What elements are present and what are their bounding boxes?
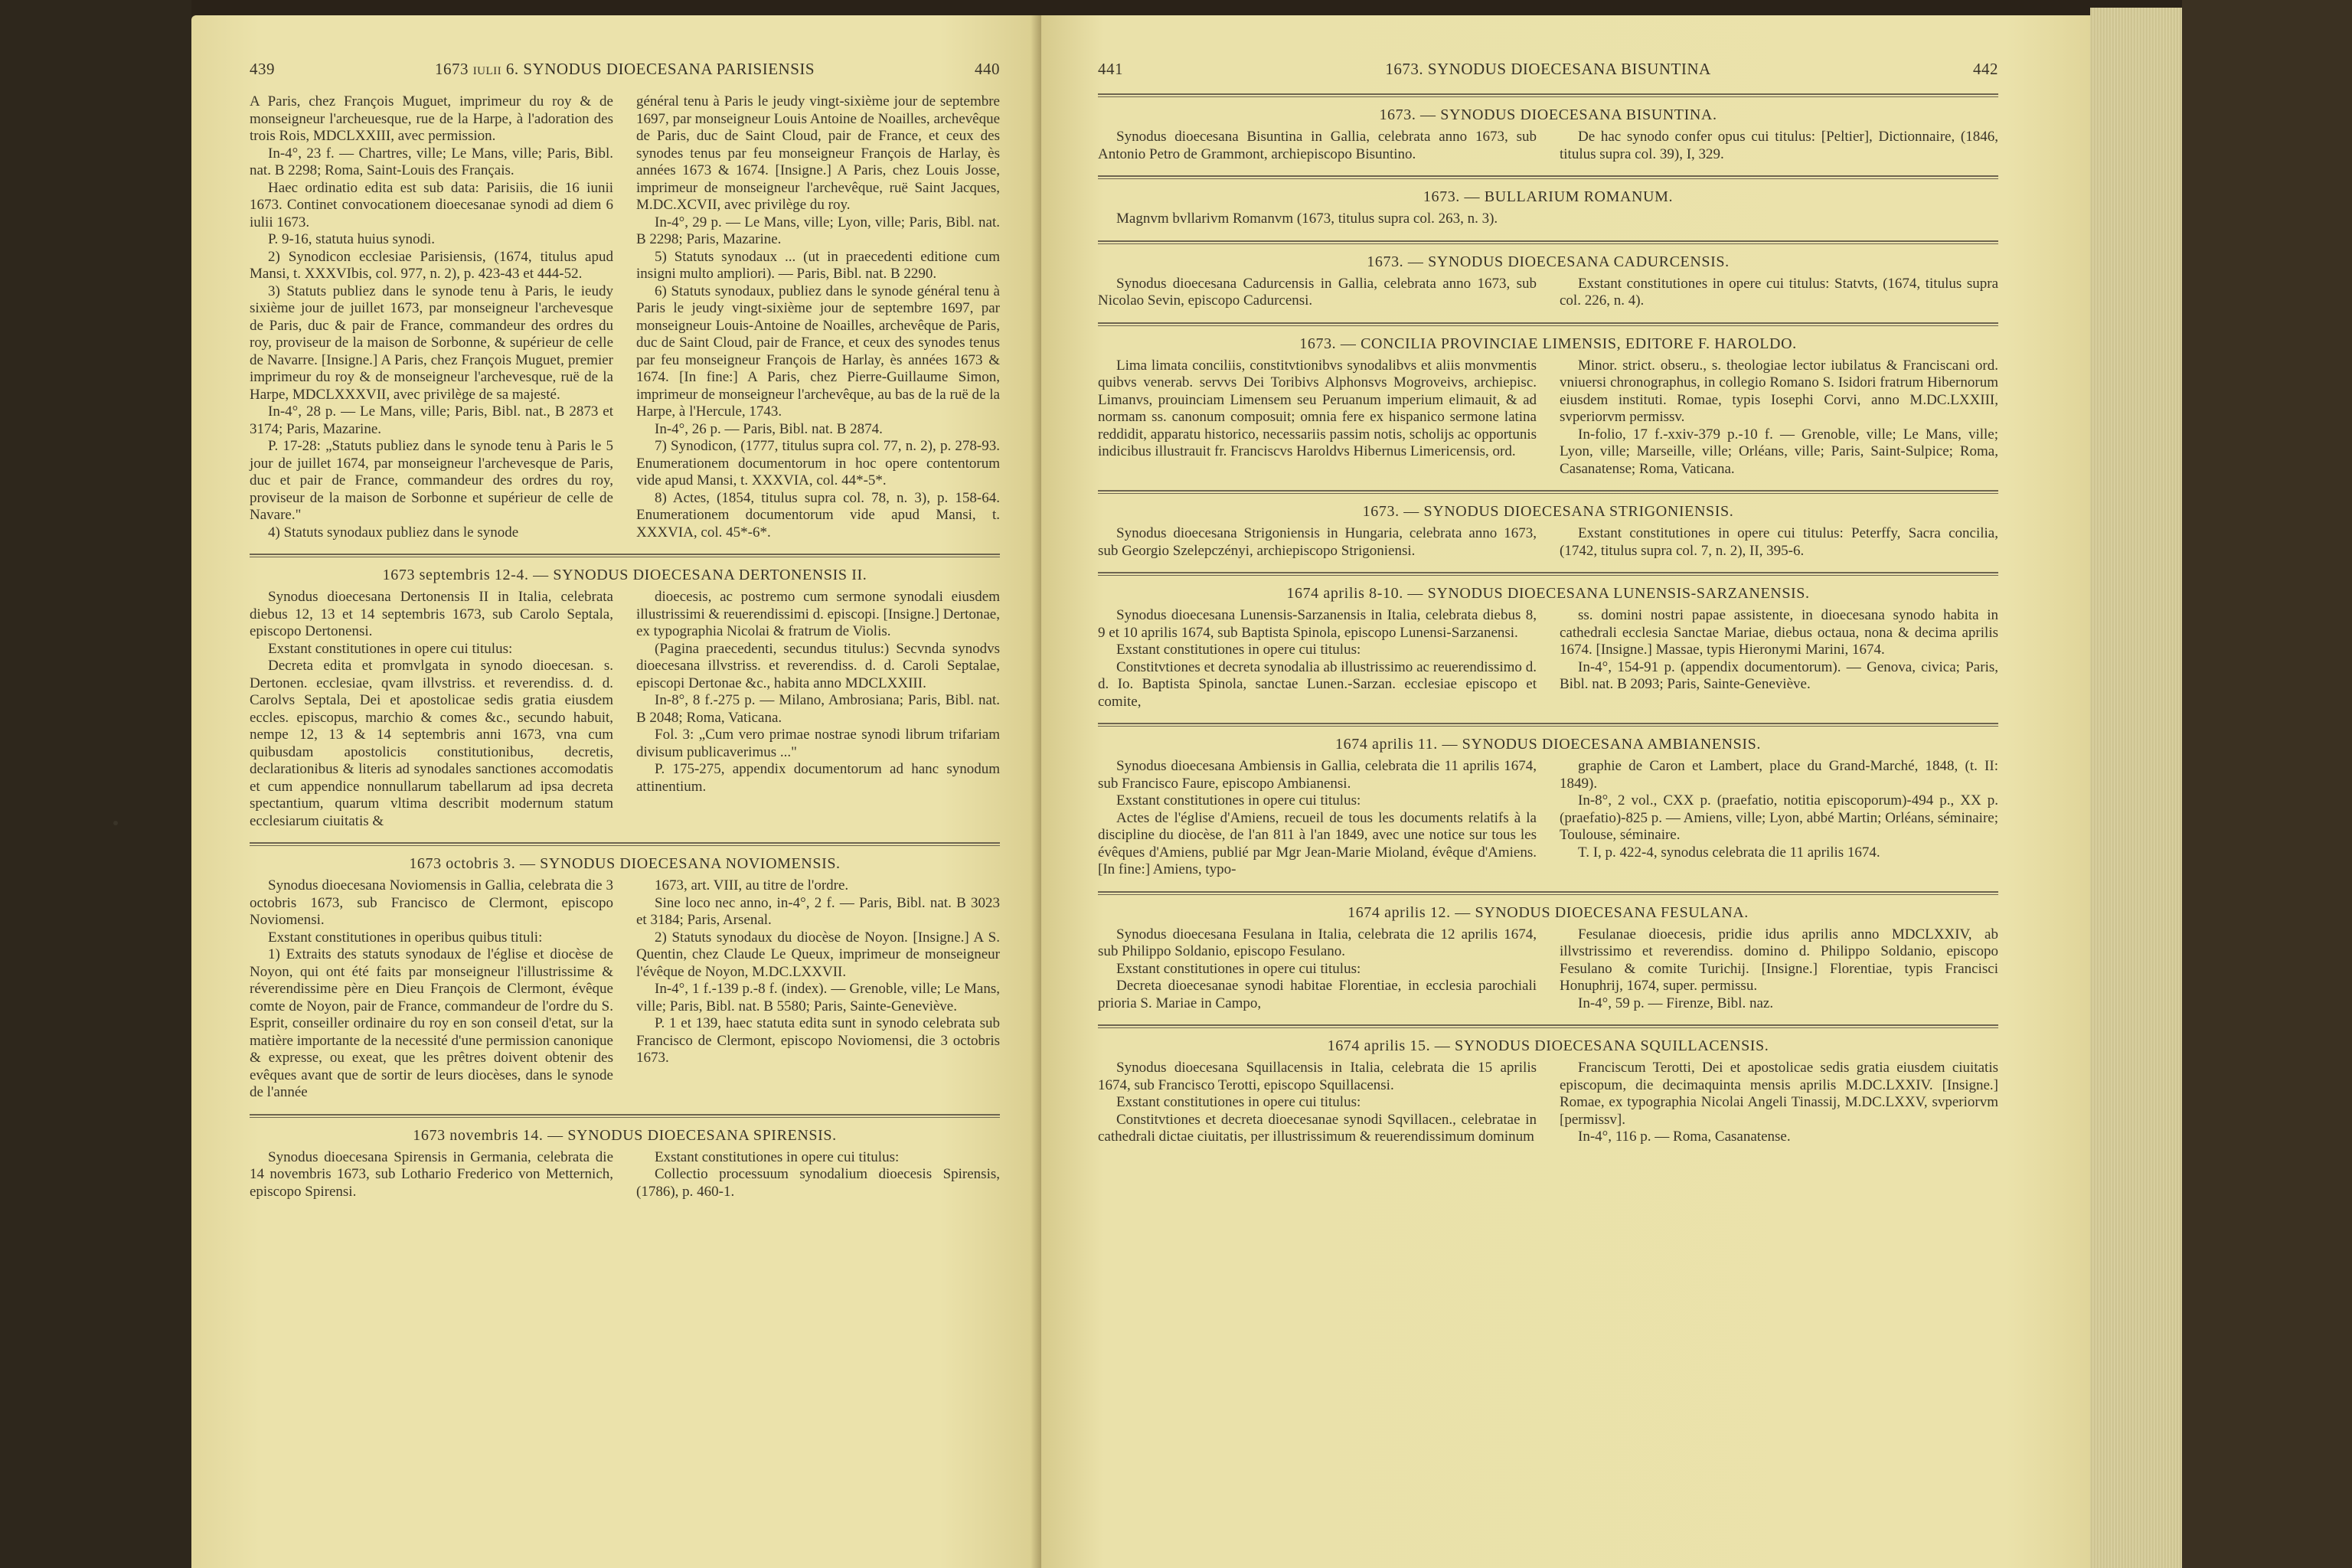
- column-right: [1560, 525, 1998, 560]
- paragraph: In-4°, 59 p. — Firenze, Bibl. naz.: [1578, 995, 1774, 1011]
- column-right: [1560, 758, 1998, 879]
- running-title: 1673. SYNODUS DIOECESANA BISUNTINA: [1385, 60, 1711, 78]
- section-rule: [1098, 96, 1998, 97]
- column-right: [636, 877, 1000, 1102]
- paragraph: Collectio processuum synodalium dioecesis Spirensis, (1786), p. 460-1.: [636, 1166, 1000, 1200]
- section-rule: [1098, 1027, 1998, 1028]
- text-columns: [1098, 276, 1998, 310]
- paragraph: Exstant constitutiones in opere cui titulus: Statvts, (1674, titulus supra col. 226, n. 4).: [1560, 275, 1998, 309]
- paragraph: 2) Statuts synodaux du diocèse de Noyon. [Insigne.] A S. Quentin, chez Claude Le Queux, imprimeur de monseigneur l'évêque de Noyon, M.DC.LXXVII.: [636, 929, 1000, 980]
- column-left: [1098, 1060, 1537, 1146]
- paragraph: Lima limata conciliis, constitvtionibvs synodalibvs et aliis monvmentis quibvs venerab. servvs Dei Toribivs Alphonsvs Mogroveivs, archiepisc. Limanvs, prouinciam Limensem seu Peruanum imperium elimauit, & ad normam ss. canonum composuit; omnia fere ex hispanico sermone latina reddidit, apparatu historico, necessariis passim notis, scholijs ac opportunis indicibus illustrauit fr. Franciscvs Haroldvs Hibernus Limericensis, ord.: [1098, 357, 1537, 459]
- column-right: [1560, 607, 1998, 710]
- paragraph: In-4°, 116 p. — Roma, Casanatense.: [1578, 1129, 1791, 1145]
- running-title: 1673 iulii 6. SYNODUS DIOECESANA PARISIENSIS: [434, 60, 815, 78]
- section-rule: [1098, 1024, 1998, 1026]
- paragraph: In-4°, 29 p. — Le Mans, ville; Lyon, ville; Paris, Bibl. nat. B 2298; Paris, Mazarine.: [636, 214, 1000, 247]
- entry-list: [250, 554, 1000, 1200]
- paragraph: Synodus dioecesana Squillacensis in Italia, celebrata die 15 aprilis 1674, sub Francisco Terotti, episcopo Squillacensi.: [1098, 1060, 1537, 1093]
- entry-heading: 1673. — SYNODUS DIOECESANA BISUNTINA.: [1379, 106, 1717, 123]
- entry: [250, 842, 1000, 1102]
- section-rule: [1098, 243, 1998, 244]
- paragraph: Exstant constitutiones in opere cui titulus:: [268, 640, 513, 657]
- section-rule: [250, 554, 1000, 555]
- text-columns: [250, 1149, 1000, 1201]
- entry-heading: 1673. — BULLARIUM ROMANUM.: [1423, 188, 1674, 205]
- text-columns: [1098, 358, 1998, 479]
- paragraph: Franciscum Terotti, Dei et apostolicae sedis gratia eiusdem ciuitatis episcopum, die decimaquinta mensis aprilis M.DC.LXXIV. [Insigne.] Romae, ex typographia Nicolai Angeli Tinassij, M.DC.LXXV, svperiorvm [permissv].: [1560, 1060, 1998, 1128]
- section-rule: [250, 845, 1000, 846]
- section-rule: [250, 1114, 1000, 1116]
- paragraph: Minor. strict. obseru., s. theologiae lector iubilatus & Franciscani ord. vniuersi chronographus, in collegio Romano S. Isidori fratrum Hibernorum eiusdem instituti. Romae, typis Iosephi Corvi, anno M.DC.LXXIII, svperiorvm permissv.: [1560, 357, 1998, 425]
- section-rule: [1098, 178, 1998, 179]
- paragraph: In-8°, 2 vol., CXX p. (praefatio, notitia episcoporum)-494 p., XX p. (praefatio)-825 p. — Amiens, ville; Lyon, abbé Martin; Orléans, séminaire; Toulouse, séminaire.: [1560, 792, 1998, 843]
- paragraph: 3) Statuts publiez dans le synode tenu à Paris, le ieudy sixième jour de juillet 1673, par monseigneur l'archevesque de Paris, duc & pair de France, commandeur des ordres du roy, proviseur de la maison de Sorbonne, & supérieur de celle de Navarre. [Insigne.] A Paris, chez François Muguet, premier imprimeur du roy & de monseigneur l'archevesque, ruë de la Harpe, MDCLXXXVII, avec privilège de sa majesté.: [250, 283, 613, 403]
- entry: [1098, 322, 1998, 479]
- paragraph: Synodus dioecesana Lunensis-Sarzanensis in Italia, celebrata diebus 8, 9 et 10 aprilis 1674, sub Baptista Spinola, episcopo Lunensi-Sarzanensi.: [1098, 607, 1537, 641]
- column-right: [1560, 211, 1998, 228]
- paragraph: P. 17-28: „Statuts publiez dans le synode tenu à Paris le 5 jour de juillet 1674, par monseigneur l'archevesque de Paris, duc et pair de France, commandeur des ordres du roy, proviseur de la maison de Sorbonne et supérieur de celle de Navare.": [250, 438, 613, 523]
- paragraph: P. 9-16, statuta huius synodi.: [268, 231, 435, 247]
- text-columns: [1098, 607, 1998, 710]
- paragraph: Exstant constitutiones in opere cui titulus:: [1116, 792, 1361, 808]
- paragraph: P. 1 et 139, haec statuta edita sunt in synodo celebrata sub Francisco de Clermont, episcopo Noviomensi, die 3 octobris 1673.: [636, 1015, 1000, 1066]
- left-page: [191, 15, 1041, 1568]
- section-rule: [1098, 572, 1998, 573]
- column-left: [1098, 607, 1537, 710]
- text-columns: [250, 589, 1000, 830]
- column-right: [1560, 276, 1998, 310]
- entry: [1098, 93, 1998, 163]
- paragraph: Synodus dioecesana Cadurcensis in Gallia, celebrata anno 1673, sub Nicolao Sevin, episcopo Cadurcensi.: [1098, 275, 1537, 309]
- entry-list: [1098, 93, 1998, 1146]
- column-right: [1560, 926, 1998, 1013]
- paragraph: In-folio, 17 f.-xxiv-379 p.-10 f. — Grenoble, ville; Le Mans, ville; Lyon, ville; Marseille, ville; Orléans, ville; Paris, Saint-Sulpice; Roma, Casanatense; Roma, Vaticana.: [1560, 426, 1998, 477]
- section-rule: [1098, 93, 1998, 95]
- column-right: [636, 1149, 1000, 1201]
- entry: [1098, 240, 1998, 310]
- page-number: 439: [250, 60, 275, 78]
- paragraph: graphie de Caron et Lambert, place du Grand-Marché, 1848, (t. II: 1849).: [1560, 758, 1998, 792]
- paragraph: In-4°, 154-91 p. (appendix documentorum). — Genova, civica; Paris, Bibl. nat. B 2093; Paris, Sainte-Geneviève.: [1560, 658, 1998, 692]
- column-left: [1098, 358, 1537, 479]
- entry-heading: 1674 aprilis 8-10. — SYNODUS DIOECESANA LUNENSIS-SARZANENSIS.: [1286, 585, 1810, 602]
- column-left: [1098, 525, 1537, 560]
- column-left: [250, 877, 613, 1102]
- column-left: [250, 589, 613, 830]
- section-rule: [1098, 325, 1998, 326]
- running-head-left: [250, 60, 1000, 83]
- paragraph: De hac synodo confer opus cui titulus: [Peltier], Dictionnaire, (1846, titulus supra col. 39), I, 329.: [1560, 129, 1998, 162]
- paragraph: 4) Statuts synodaux publiez dans le synode: [268, 524, 519, 541]
- paragraph: Exstant constitutiones in opere cui titulus:: [1116, 960, 1361, 977]
- paragraph: Synodus dioecesana Strigoniensis in Hungaria, celebrata anno 1673, sub Georgio Szelepczényi, archiepiscopo Strigoniensi.: [1098, 525, 1537, 559]
- column-left: [1098, 926, 1537, 1013]
- entry: [250, 1114, 1000, 1201]
- paragraph: Exstant constitutiones in opere cui titulus:: [1116, 1094, 1361, 1110]
- entry-heading: 1674 aprilis 15. — SYNODUS DIOECESANA SQUILLACENSIS.: [1327, 1037, 1769, 1054]
- text-columns: [250, 93, 1000, 541]
- paragraph: In-4°, 28 p. — Le Mans, ville; Paris, Bibl. nat., B 2873 et 3174; Paris, Mazarine.: [250, 403, 613, 437]
- section-rule: [1098, 726, 1998, 727]
- column-right: [1560, 358, 1998, 479]
- entry-heading: 1674 aprilis 12. — SYNODUS DIOECESANA FESULANA.: [1348, 903, 1749, 921]
- paragraph: In-4°, 1 f.-139 p.-8 f. (index). — Grenoble, ville; Le Mans, ville; Paris, Bibl. nat. B 5580; Paris, Sainte-Geneviève.: [636, 981, 1000, 1014]
- ink-dot: [113, 821, 118, 825]
- page-number: 440: [974, 60, 1000, 78]
- paragraph: Synodus dioecesana Bisuntina in Gallia, celebrata anno 1673, sub Antonio Petro de Grammont, archiepiscopo Bisuntino.: [1098, 129, 1537, 162]
- column-right: [1560, 129, 1998, 163]
- paragraph: Synodus dioecesana Noviomensis in Gallia, celebrata die 3 octobris 1673, sub Francisco de Clermont, episcopo Noviomensi.: [250, 877, 613, 928]
- entry: [1098, 1024, 1998, 1146]
- text-columns: [1098, 758, 1998, 879]
- column-left: [1098, 129, 1537, 163]
- entry: [1098, 723, 1998, 879]
- entry: [1098, 891, 1998, 1013]
- section-rule: [1098, 894, 1998, 895]
- section-rule: [1098, 322, 1998, 324]
- paragraph: Exstant constitutiones in operibus quibus tituli:: [268, 929, 543, 946]
- paragraph: T. I, p. 422-4, synodus celebrata die 11 aprilis 1674.: [1578, 844, 1880, 861]
- column-left: [250, 1149, 613, 1201]
- text-columns: [1098, 525, 1998, 560]
- section-rule: [1098, 723, 1998, 724]
- entry: [1098, 572, 1998, 710]
- paragraph: A Paris, chez François Muguet, imprimeur du roy & de monseigneur l'archeuesque, rue de la Harpe, à l'adoration des trois Rois, MDCLXXIII, avec permission.: [250, 93, 613, 144]
- entry-heading: 1673 novembris 14. — SYNODUS DIOECESANA SPIRENSIS.: [413, 1126, 837, 1144]
- paragraph: général tenu à Paris le jeudy vingt-sixième jour de septembre 1697, par monseigneur Louis Antoine de Noailles, archevêque de Paris, duc de Saint Cloud, pair de France, et ceux des synodes tenus par feu monseigneur François de Harlay, ès années 1673 & 1674. [Insigne.] A Paris, chez Louis Josse, imprimeur de monseigneur l'archevêque, ruë Saint Jacques, M.DC.XCVII, avec privilège du roy.: [636, 93, 1000, 213]
- paragraph: 7) Synodicon, (1777, titulus supra col. 77, n. 2), p. 278-93. Enumerationem documentorum in hoc opere contentorum vide apud Mansi, t. XXXVIA, col. 44*-5*.: [636, 438, 1000, 488]
- paragraph: 2) Synodicon ecclesiae Parisiensis, (1674, titulus apud Mansi, t. XXXVIbis, col. 977, n. 2), p. 423-43 et 444-52.: [250, 248, 613, 282]
- paragraph: (Pagina praecedenti, secundus titulus:) Secvnda synodvs dioecesana illvstriss. et reverendiss. d. d. Caroli Septalae, episcopi Dertonae &c., habita anno MDCLXXIII.: [636, 640, 1000, 691]
- paragraph: Synodus dioecesana Dertonensis II in Italia, celebrata diebus 12, 13 et 14 septembris 1673, sub Carolo Septala, episcopo Dertonensi.: [250, 589, 613, 639]
- paragraph: In-4°, 26 p. — Paris, Bibl. nat. B 2874.: [655, 420, 883, 437]
- column-left: [1098, 211, 1537, 228]
- entry-heading: 1673. — SYNODUS DIOECESANA STRIGONIENSIS.: [1362, 503, 1734, 520]
- section-rule: [250, 842, 1000, 844]
- column-right: [636, 93, 1000, 541]
- text-columns: [1098, 211, 1998, 228]
- page-edges: [2090, 8, 2182, 1568]
- text-columns: [250, 877, 1000, 1102]
- entry: [1098, 175, 1998, 228]
- paragraph: In-8°, 8 f.-275 p. — Milano, Ambrosiana; Paris, Bibl. nat. B 2048; Roma, Vaticana.: [636, 692, 1000, 726]
- paragraph: Decreta dioecesanae synodi habitae Florentiae, in ecclesia parochiali prioria S. Mariae in Campo,: [1098, 978, 1537, 1011]
- text-columns: [1098, 1060, 1998, 1146]
- paragraph: ss. domini nostri papae assistente, in dioecesana synodo habita in cathedrali ecclesia Sanctae Mariae, diebus octaua, nona & decima aprilis 1674. [Insigne.] Massae, typis Hieronymi Marini, 1674.: [1560, 607, 1998, 658]
- paragraph: 5) Statuts synodaux ... (ut in praecedenti editione cum insigni multo ampliori). — Paris, Bibl. nat. B 2290.: [636, 248, 1000, 282]
- column-right: [1560, 1060, 1998, 1146]
- column-right: [636, 589, 1000, 830]
- paragraph: P. 175-275, appendix documentorum ad hanc synodum attinentium.: [636, 761, 1000, 795]
- right-page: [1041, 15, 2090, 1568]
- paragraph: Synodus dioecesana Fesulana in Italia, celebrata die 12 aprilis 1674, sub Philippo Soldanio, episcopo Fesulano.: [1098, 926, 1537, 959]
- paragraph: Synodus dioecesana Spirensis in Germania, celebrata die 14 novembris 1673, sub Lothario Frederico von Metternich, episcopo Spirensi.: [250, 1148, 613, 1200]
- paragraph: Constitvtiones et decreta synodalia ab illustrissimo ac reuerendissimo d. d. Io. Baptista Spinola, sanctae Lunen.-Sarzan. ecclesiae episcopo et comite,: [1098, 658, 1537, 710]
- paragraph: In-4°, 23 f. — Chartres, ville; Le Mans, ville; Paris, Bibl. nat. B 2298; Roma, Saint-Louis des Français.: [250, 145, 613, 178]
- section-rule: [1098, 493, 1998, 494]
- section-rule: [1098, 175, 1998, 177]
- section-rule: [250, 1117, 1000, 1118]
- paragraph: dioecesis, ac postremo cum sermone synodali eiusdem illustrissimi & reuerendissimi d. episcopi. [Insigne.] Dertonae, ex typographia Nicolai & fratrum de Violis.: [636, 589, 1000, 639]
- page-number: 442: [1972, 60, 1998, 78]
- running-head-right: [1098, 60, 1998, 83]
- section-rule: [1098, 240, 1998, 242]
- paragraph: Actes de l'église d'Amiens, recueil de tous les documents relatifs à la discipline du diocèse, de l'an 811 à l'an 1849, avec une notice sur tous les évêques d'Amiens, publié par Mgr Jean-Marie Mioland, évêque d'Amiens. [In fine:] Amiens, typo-: [1098, 809, 1537, 877]
- back-cover: [2182, 0, 2352, 1568]
- entry: [250, 554, 1000, 830]
- entry: [1098, 490, 1998, 560]
- paragraph: Exstant constitutiones in opere cui titulus:: [655, 1148, 900, 1165]
- paragraph: Decreta edita et promvlgata in synodo dioecesan. s. Dertonen. ecclesiae, qvam illvstriss. et reverendiss. d. d. Carolvs Septala, Dei et apostolicae sedis gratia eiusdem eccles. episcopus, marchio & comes &c., secundo habuit, nempe 12, 13 & 14 septembris anni 1673, vna cum quibusdam apostolicis constitutionibus, decretis, declarationibus & literis ad synodales sanctiones accomodatis et cum appendice nonnullarum tabellarum ad ipsa decreta spectantium, quarum vltima describit modernum statum ecclesiarum ciuitatis &: [250, 658, 613, 829]
- entry-heading: 1673 octobris 3. — SYNODUS DIOECESANA NOVIOMENSIS.: [409, 855, 841, 872]
- column-left: [1098, 276, 1537, 310]
- paragraph: Haec ordinatio edita est sub data: Parisiis, die 16 iunii 1673. Continet convocationem dioecesanae synodi ad diem 6 iulii 1673.: [250, 179, 613, 230]
- section-rule: [1098, 575, 1998, 576]
- text-columns: [1098, 129, 1998, 163]
- page-number: 441: [1098, 60, 1123, 78]
- entry-heading: 1673 septembris 12-4. — SYNODUS DIOECESANA DERTONENSIS II.: [382, 567, 867, 583]
- section-rule: [1098, 490, 1998, 492]
- paragraph: Constitvtiones et decreta dioecesanae synodi Sqvillacen., celebratae in cathedrali dictae ciuitatis, per illustrissimum & reuerendissimum dominum: [1098, 1111, 1537, 1145]
- entry-heading: 1673. — CONCILIA PROVINCIAE LIMENSIS, EDITORE F. HAROLDO.: [1299, 335, 1797, 352]
- paragraph: Exstant constitutiones in opere cui titulus:: [1116, 642, 1361, 658]
- paragraph: Fol. 3: „Cum vero primae nostrae synodi librum trifariam divisum publicaverimus ...": [636, 727, 1000, 760]
- paragraph: Fesulanae dioecesis, pridie idus aprilis anno MDCLXXIV, ab illvstrissimo et reverendiss. domino d. Philippo Soldanio, episcopo Fesulano & comite Turichij. [Insigne.] Florentiae, typis Francisci Honuphrij, 1674, super. permissu.: [1560, 926, 1998, 994]
- entry-heading: 1673. — SYNODUS DIOECESANA CADURCENSIS.: [1367, 253, 1730, 270]
- paragraph: Magnvm bvllarivm Romanvm (1673, titulus supra col. 263, n. 3).: [1116, 211, 1498, 227]
- paragraph: Exstant constitutiones in opere cui titulus: Peterffy, Sacra concilia, (1742, titulus supra col. 7, n. 2), II, 395-6.: [1560, 525, 1998, 559]
- text-columns: [1098, 926, 1998, 1013]
- paragraph: 1673, art. VIII, au titre de l'ordre.: [655, 877, 849, 893]
- section-rule: [1098, 891, 1998, 893]
- paragraph: Synodus dioecesana Ambiensis in Gallia, celebrata die 11 aprilis 1674, sub Francisco Faure, episcopo Ambianensi.: [1098, 758, 1537, 792]
- paragraph: 1) Extraits des statuts synodaux de l'église et diocèse de Noyon, qui ont été faits par monseigneur l'illustrissime & réverendissime père en Dieu François de Clermont, évêque comte de Noyon, pair de France, commandeur de l'ordre du S. Esprit, conseiller ordinaire du roy en son conseil d'etat, sur la matière importante de la necessité d'une permission canonique & expresse, ou exeat, que les prêtres doivent obtenir des evêques avant que de sortir de leurs diocèses, dans le synode de l'année: [250, 946, 613, 1100]
- paragraph: 6) Statuts synodaux, publiez dans le synode général tenu à Paris le jeudy vingt-sixième jour de septembre 1697, par monseigneur Louis-Antoine de Noailles, archevêque de Paris, duc de Saint Cloud, pair de France, et ceux des synodes tenus par feu monseigneur François de Harlay, ès années 1673 & 1674. [In fine:] A Paris, chez Pierre-Guillaume Simon, imprimeur de monseigneur l'archevêque, au bas de la ruë de la Harpe, à l'Hercule, 1743.: [636, 283, 1000, 420]
- column-left: [250, 93, 613, 541]
- entry-heading: 1674 aprilis 11. — SYNODUS DIOECESANA AMBIANENSIS.: [1335, 736, 1761, 753]
- left-cover: [0, 0, 191, 1568]
- paragraph: 8) Actes, (1854, titulus supra col. 78, n. 3), p. 158-64. Enumerationem documentorum vide apud Mansi, t. XXXVIA, col. 45*-6*.: [636, 489, 1000, 541]
- paragraph: Sine loco nec anno, in-4°, 2 f. — Paris, Bibl. nat. B 3023 et 3184; Paris, Arsenal.: [636, 894, 1000, 928]
- column-left: [1098, 758, 1537, 879]
